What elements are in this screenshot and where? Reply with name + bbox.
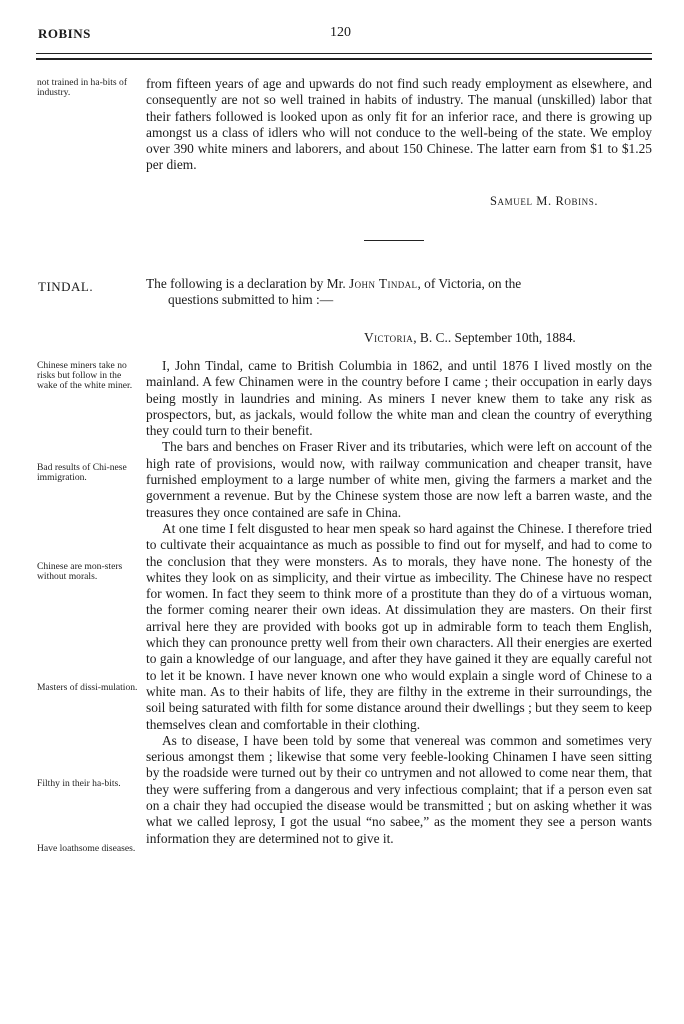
margin-note-morals: Chinese are mon-sters without morals. [37,561,123,582]
intro-line-2: questions submitted to him :— [168,292,334,308]
tindal-declaration [146,358,652,847]
intro-name: John Tindal [349,276,418,291]
paragraph-arrival: I, John Tindal, came to British Columbia in 1862, and until 1876 I lived mostly on the mainland. A few Chinamen were in the country before I came ; their occupation in early days being mostly in laundries and mining. As miners I never knew them to take any risk as prospectors, but, as jackals, would follow the white man and clean the country of everything they could turn to their benefit. [146,358,652,439]
dateline-rest: , B. C.. September 10th, 1884. [413,330,576,345]
header-rule [36,53,652,54]
margin-note-filthy: Filthy in their ha-bits. [37,778,121,789]
robins-paragraph [146,76,652,174]
header-rule-thick [36,58,652,60]
margin-note-industry: not trained in ha-bits of industry. [37,77,128,98]
paragraph-monsters: At one time I felt disgusted to hear men speak so hard against the Chinese. I therefore tried to cultivate their acquaintance as much as possible to find out for myself, and had to come to the conclusion that they were monsters. As to morals, they have none. The honesty of the whites they look on as simplicity, and their virtue as imbecility. The Chinese have no respect for women. In fact they seem to think more of a prostitute than they do of a virtuous woman, the former coming nearer their own ideas. At dissimulation they are masters. On their first arrival here they are provided with books got up in admirable form to teach them English, which they can pronounce pretty well from their own characters. All their energies are exerted to gain a knowledge of our language, and after they have gained it they are equally careful not to let it be known. I have never known one who would explain a single word of Chinese to a white man. As to their habits of life, they are filthy in the extreme in their surroundings, the soil being saturated with filth for some distance around their dwellings ; but they seem to keep themselves clean and comfortable in their clothing. [146,520,652,732]
tindal-intro [146,276,652,309]
paragraph-text: from fifteen years of age and upwards do not find such ready employment as elsewhere, and consequently are not so well trained in habits of industry. The manual (unskilled) labor that their fathers followed is looked upon as only fit for an inferior race, and there is growing up amongst us a class of idlers who will not conduce to the well-being of the state. We employ over 390 white miners and laborers, and about 150 Chinese. The latter earn from $1 to $1.25 per diem. [146,76,652,173]
intro-text-b: , of Victoria, on the [417,276,522,291]
margin-note-miners: Chinese miners take no risks but follow in the wake of the white miner. [37,360,133,391]
page-number: 120 [330,25,351,40]
intro-text-a: The following is a declaration by Mr. [146,276,350,291]
margin-note-bad-results: Bad results of Chi-nese immigration. [37,462,127,483]
margin-note-diseases: Have loathsome diseases. [37,843,136,854]
paragraph-fraser-river: The bars and benches on Fraser River and its tributaries, which were left on account of the high rate of provisions, would now, with railway communication and cheaper transit, have furnished employment to a large number of white men, giving the farmers a market and the government a revenue. But by the Chinese system those are now left a barren waste, and the treasures they once contained are safe in China. [146,439,652,520]
signature: Samuel M. Robins. [490,194,599,208]
margin-note-dissimulation: Masters of dissi-mulation. [37,682,138,693]
section-separator [364,240,424,241]
paragraph-disease: As to disease, I have been told by some that venereal was common and sometimes very serious amongst them ; likewise that some very feeble-looking Chinamen I have seen sitting by the roadside were turned out by their co untrymen and not allowed to come near them, that they were suffering from a dangerous and very infectious complaint; that if a person even sat on a chair they had occupied the disease would be transmitted ; but on asking whether it was what we called leprosy, I got the usual “no sabee,” as the moment they see a person wants information they are determined not to give it. [146,732,652,846]
dateline-place: Victoria [364,330,414,345]
running-title: ROBINS [38,26,91,41]
dateline [364,330,576,346]
section-label: TINDAL. [38,279,94,294]
